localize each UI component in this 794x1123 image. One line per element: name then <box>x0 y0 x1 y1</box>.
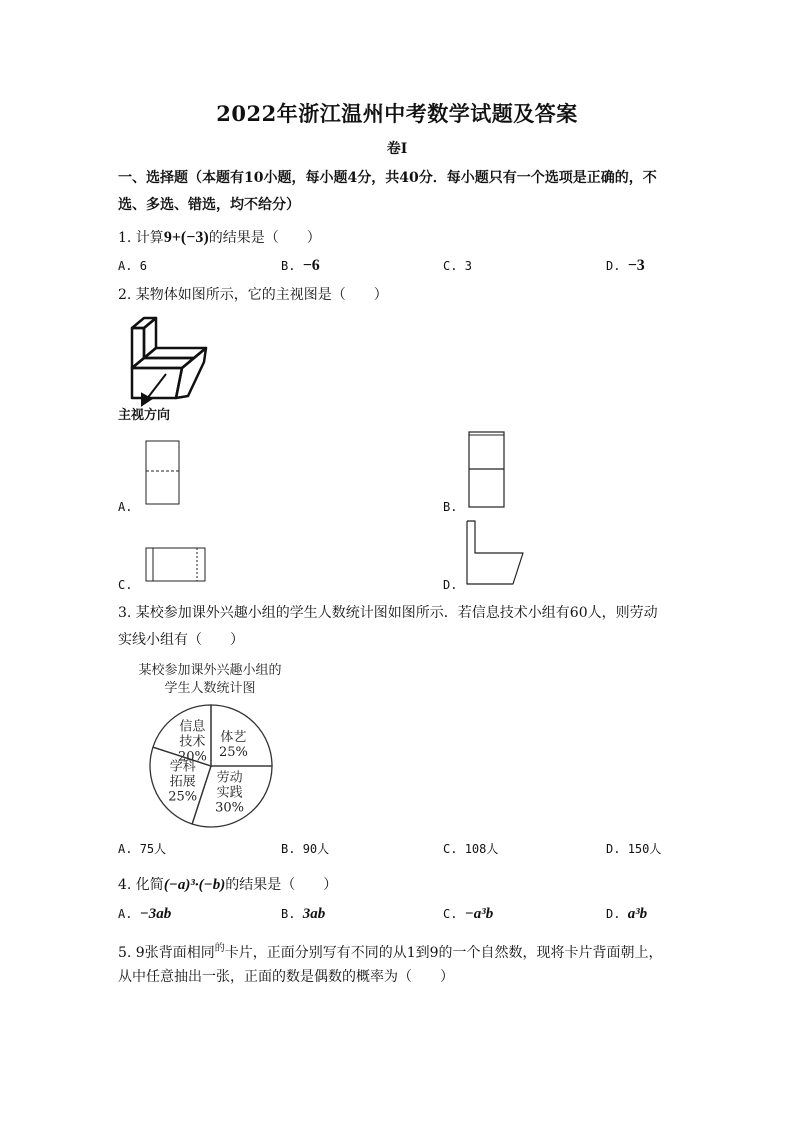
pie-label-2-2: 25% <box>168 789 198 805</box>
pie-label-2-0: 学科 <box>169 759 196 775</box>
pie-label-3-2: 20% <box>177 749 207 765</box>
pie-label-3-0: 信息 <box>179 719 206 735</box>
q2-option-c-label: C. <box>118 578 133 592</box>
q2-option-a-figure <box>145 440 181 506</box>
question-3-line1: 3. 某校参加课外兴趣小组的学生人数统计图如图所示．若信息技术小组有60人，则劳动 <box>118 605 658 621</box>
q2-option-d-figure <box>466 520 528 586</box>
pie-label-2-1: 拓展 <box>169 774 196 790</box>
question-1-prefix: 1. 计算 <box>118 230 164 246</box>
q3-option-a: A. 75人 <box>118 842 167 856</box>
question-4-expression: (−a)³·(−b) <box>163 877 226 893</box>
pie-label-0-0: 体艺 <box>220 730 247 746</box>
page-title: 2022年浙江温州中考数学试题及答案 <box>216 101 578 126</box>
question-4 <box>118 874 337 894</box>
pie-label-0-1: 25% <box>218 745 248 761</box>
question-1-expression: 9+(−3) <box>163 229 209 246</box>
q3-option-c: C. 108人 <box>443 842 499 856</box>
q1-option-d: D. −3 <box>606 257 645 274</box>
q4-option-a: A. −3ab <box>118 906 172 922</box>
question-1 <box>118 227 321 247</box>
q2-option-a-label: A. <box>118 500 133 514</box>
q1-option-c: C. 3 <box>443 259 472 273</box>
question-4-prefix: 4. 化简 <box>118 877 164 893</box>
paper-subtitle: 卷I <box>386 141 408 157</box>
q2-object-figure <box>118 312 228 424</box>
q1-option-a: A. 6 <box>118 259 147 273</box>
pie-label-1-0: 劳动 <box>216 770 243 786</box>
q4-option-c: C. −a³b <box>443 906 494 922</box>
q2-option-b-label: B. <box>443 500 458 514</box>
q4-option-b: B. 3ab <box>281 906 326 922</box>
question-1-suffix: 的结果是（ ） <box>208 230 321 246</box>
question-5-line2: 从中任意抽出一张，正面的数是偶数的概率为（ ） <box>118 969 454 985</box>
pie-label-3-1: 技术 <box>179 734 206 750</box>
chart-title-line1: 某校参加课外兴趣小组的 <box>138 663 282 678</box>
q2-option-c-figure <box>145 547 207 583</box>
q2-option-d-label: D. <box>443 578 458 592</box>
question-5-line1: 5. 9张背面相同$^的$卡片，正面分别写有不同的从1到9的一个自然数，现将卡片背面朝上， <box>118 943 663 961</box>
pie-label-1-1: 实践 <box>216 785 243 801</box>
section-instructions-line2: 选、多选、错选，均不给分） <box>118 197 300 213</box>
question-3-line2: 实线小组有（ ） <box>118 632 244 648</box>
q1-option-b: B. −6 <box>281 257 320 274</box>
q3-pie-chart <box>118 656 318 832</box>
q3-option-b: B. 90人 <box>281 842 330 856</box>
q2-option-b-figure <box>468 431 506 509</box>
chart-title-line2: 学生人数统计图 <box>164 681 256 696</box>
question-4-suffix: 的结果是（ ） <box>225 877 338 893</box>
q3-option-d: D. 150人 <box>606 842 662 856</box>
q4-option-d: D. a³b <box>606 906 648 922</box>
object-front-lower <box>132 368 182 398</box>
question-2: 2. 某物体如图所示，它的主视图是（ ） <box>118 287 388 303</box>
section-instructions-line1: 一、选择题（本题有10小题，每小题4分，共40分．每小题只有一个选项是正确的，不 <box>118 170 657 186</box>
view-direction-caption: 主视方向 <box>118 408 171 423</box>
pie-label-1-2: 30% <box>215 800 245 816</box>
